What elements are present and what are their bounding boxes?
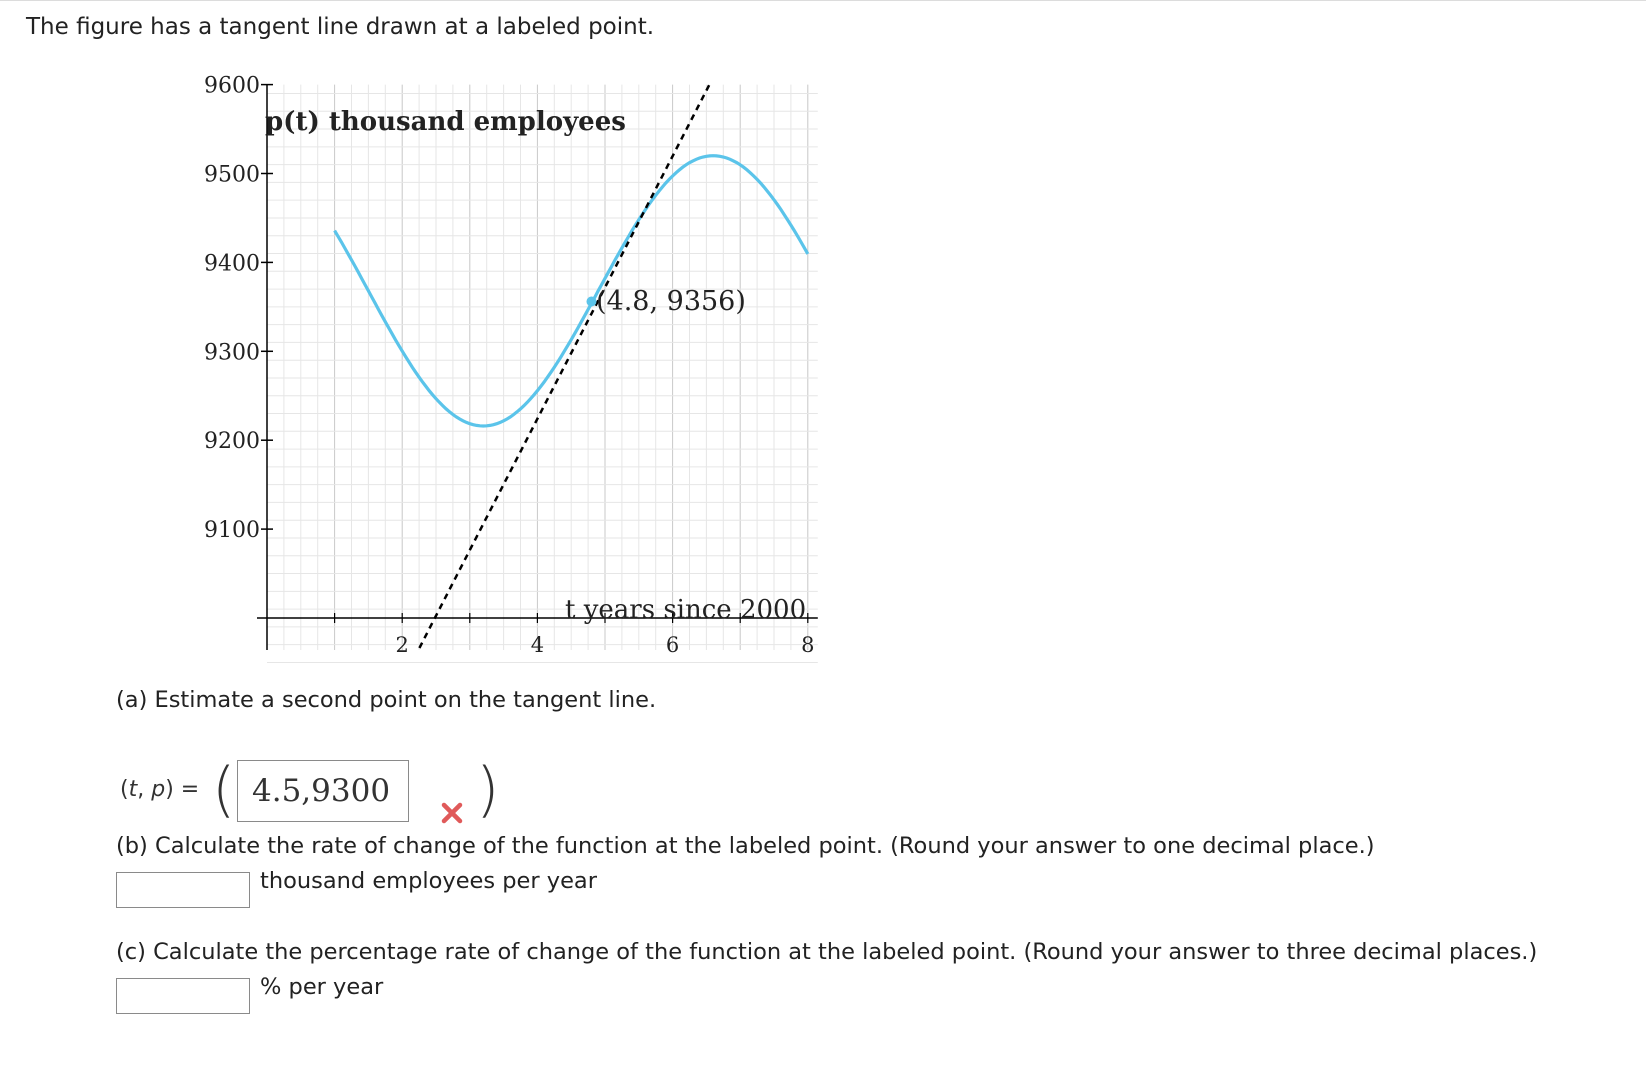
y-tick-label: 9600 — [204, 73, 260, 99]
y-tick-label: 9400 — [204, 251, 260, 277]
x-tick-label: 4 — [530, 633, 545, 657]
x-axis-title: t years since 2000 — [565, 595, 807, 625]
point-label: (4.8, 9356) — [596, 286, 746, 317]
x-tick-label: 8 — [801, 633, 815, 657]
part-b-answer-input[interactable] — [117, 874, 249, 908]
y-tick-label: 9300 — [204, 340, 260, 366]
part-a-question: (a) Estimate a second point on the tangent line. — [116, 687, 657, 713]
incorrect-x-icon — [440, 801, 464, 825]
part-a-answer-input[interactable] — [238, 761, 408, 821]
part-b-question: (b) Calculate the rate of change of the function at the labeled point. (Round your answer to one decimal place.) — [116, 833, 1375, 859]
y-tick-labels — [204, 74, 273, 543]
top-divider — [0, 0, 1646, 1]
t-variable: t — [128, 777, 138, 802]
right-paren: ) — [476, 755, 500, 825]
left-paren: ( — [212, 755, 236, 825]
part-c-answer-input[interactable] — [117, 980, 249, 1014]
y-tick-label: 9200 — [204, 429, 260, 455]
part-c-unit: % per year — [260, 974, 384, 1000]
tangent-line — [419, 85, 709, 648]
y-axis-title: p(t) thousand employees — [265, 107, 626, 137]
y-tick-label: 9100 — [204, 518, 260, 544]
part-c-question: (c) Calculate the percentage rate of change of the function at the labeled point. (Round your answer to three decimal places.) — [116, 939, 1538, 965]
labeled-point — [586, 297, 596, 307]
part-b-unit: thousand employees per year — [260, 868, 597, 894]
x-tick-label: 2 — [395, 633, 409, 657]
tangent-line-graph — [190, 70, 850, 700]
intro-text: The figure has a tangent line drawn at a labeled point. — [26, 14, 655, 40]
point-prefix: (t, p) = — [120, 777, 200, 802]
p-variable: p — [151, 777, 166, 802]
part-c-answer-box[interactable] — [116, 978, 250, 1014]
y-tick-label: 9500 — [204, 162, 260, 188]
x-tick-label: 6 — [665, 633, 680, 657]
part-a-answer-box[interactable] — [237, 760, 409, 822]
grid-lines — [267, 85, 818, 663]
part-b-answer-box[interactable] — [116, 872, 250, 908]
